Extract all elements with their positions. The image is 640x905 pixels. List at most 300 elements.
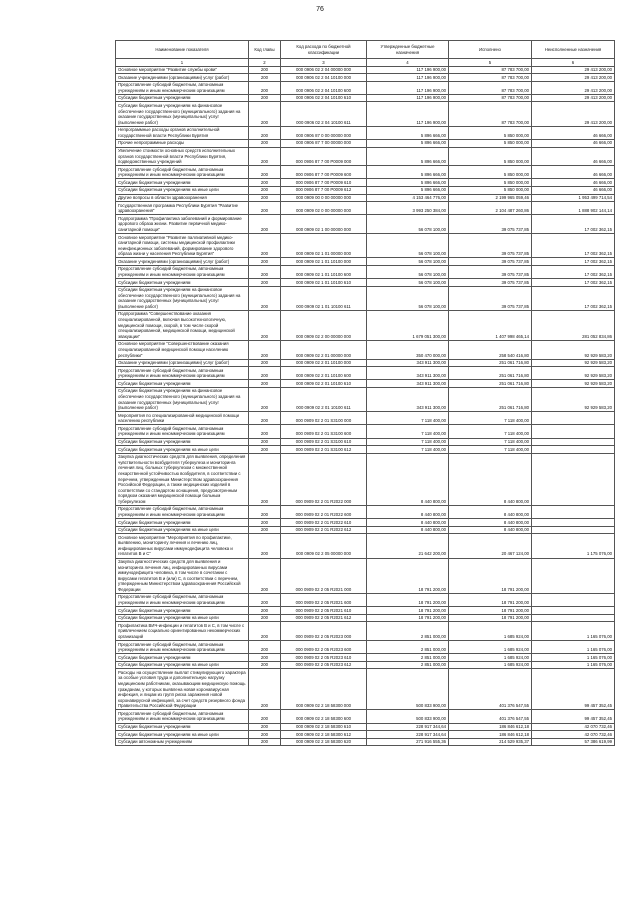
table-row xyxy=(116,622,615,641)
row-executed-cell: 1 685 924,00 xyxy=(449,641,532,654)
column-number: 3 xyxy=(281,59,367,67)
row-approved-cell: 500 833 900,00 xyxy=(367,669,449,710)
column-header-approved: Утвержденные бюджетные назначения xyxy=(367,41,449,59)
column-number: 6 xyxy=(532,59,615,67)
row-code-cell: 200 xyxy=(249,723,281,731)
row-executed-cell: 401 376 547,55 xyxy=(449,669,532,710)
row-name-cell: Предоставление субсидий бюджетным, автономным учреждениям и иным некоммерческим организациям xyxy=(116,265,249,278)
row-name-cell: Расходы на осуществление выплат стимулирующего характера за особые условия труда и дополнительную нагрузку медицинским работникам, оказывающим медицинскую помощь гражданам, у которых выявлена новая коронавирусная инфекция, и лицам из групп риска заражения новой коронавирусной инфекцией, за счет средств резервного фонда Правительства Российской Федерации xyxy=(116,669,249,710)
row-executed-cell: 5 850 000,00 xyxy=(449,147,532,166)
row-code-cell: 200 xyxy=(249,139,281,147)
row-executed-cell: 8 440 800,00 xyxy=(449,519,532,527)
table-row xyxy=(116,258,615,266)
row-approved-cell: 56 078 100,00 xyxy=(367,258,449,266)
row-name-cell: Основное мероприятие "Совершенствование оказания специализированной медицинской помощи населению республики" xyxy=(116,340,249,359)
row-kbk-cell: 000 0909 02 2 01 00000 000 xyxy=(281,340,367,359)
row-approved-cell: 2 851 000,00 xyxy=(367,654,449,662)
table-row xyxy=(116,126,615,139)
row-code-cell: 200 xyxy=(249,202,281,215)
row-code-cell: 200 xyxy=(249,425,281,438)
row-remaining-cell: 92 929 583,20 xyxy=(532,367,615,380)
row-code-cell: 200 xyxy=(249,558,281,593)
column-number-row xyxy=(116,59,615,67)
table-row xyxy=(116,661,615,669)
row-approved-cell: 350 470 000,00 xyxy=(367,340,449,359)
row-name-cell: Субсидии бюджетным учреждениям на иные цели xyxy=(116,186,249,194)
row-kbk-cell: 000 0909 02 1 01 00000 000 xyxy=(281,234,367,258)
row-kbk-cell: 000 0909 02 1 01 10100 610 xyxy=(281,279,367,287)
row-code-cell: 200 xyxy=(249,593,281,606)
row-code-cell: 200 xyxy=(249,505,281,518)
row-remaining-cell: 1 888 902 144,14 xyxy=(532,202,615,215)
column-header-kbk: Код расхода по бюджетной классификации xyxy=(281,41,367,59)
row-remaining-cell xyxy=(532,607,615,615)
row-code-cell: 200 xyxy=(249,258,281,266)
row-name-cell: Субсидии бюджетным учреждениям xyxy=(116,654,249,662)
row-name-cell: Субсидии бюджетным учреждениям на иные цели xyxy=(116,526,249,534)
row-approved-cell: 3 993 250 384,00 xyxy=(367,202,449,215)
row-kbk-cell: 000 0909 02 2 01 S3100 610 xyxy=(281,438,367,446)
row-name-cell: Субсидии бюджетным учреждениям xyxy=(116,438,249,446)
row-executed-cell: 1 685 924,00 xyxy=(449,654,532,662)
row-code-cell: 200 xyxy=(249,265,281,278)
row-remaining-cell xyxy=(532,438,615,446)
row-kbk-cell: 000 0906 87 0 00 00000 000 xyxy=(281,126,367,139)
row-remaining-cell: 92 929 583,20 xyxy=(532,340,615,359)
row-approved-cell: 343 911 300,00 xyxy=(367,359,449,367)
row-approved-cell: 18 791 200,00 xyxy=(367,558,449,593)
row-kbk-cell: 000 0906 87 7 00 P0009 612 xyxy=(281,186,367,194)
row-approved-cell: 56 078 100,00 xyxy=(367,265,449,278)
row-approved-cell: 5 896 666,00 xyxy=(367,179,449,187)
row-remaining-cell: 29 413 200,00 xyxy=(532,74,615,82)
row-kbk-cell: 000 0909 02 1 01 10100 611 xyxy=(281,286,367,310)
row-code-cell: 200 xyxy=(249,166,281,179)
row-name-cell: Субсидии автономным учреждениям xyxy=(116,738,249,746)
row-name-cell: Субсидии бюджетным учреждениям на иные цели xyxy=(116,446,249,454)
column-number: 2 xyxy=(249,59,281,67)
row-code-cell: 200 xyxy=(249,102,281,126)
table-row xyxy=(116,654,615,662)
row-remaining-cell: 46 666,00 xyxy=(532,147,615,166)
page-number: 76 xyxy=(316,6,324,13)
row-approved-cell: 8 440 800,00 xyxy=(367,526,449,534)
table-row xyxy=(116,453,615,505)
row-approved-cell: 1 679 051 300,00 xyxy=(367,310,449,340)
table-row xyxy=(116,412,615,425)
row-remaining-cell xyxy=(532,505,615,518)
row-executed-cell: 186 846 612,18 xyxy=(449,723,532,731)
row-code-cell: 200 xyxy=(249,74,281,82)
row-remaining-cell: 46 666,00 xyxy=(532,179,615,187)
table-row xyxy=(116,425,615,438)
row-kbk-cell: 000 0909 02 2 05 R2021 600 xyxy=(281,593,367,606)
row-name-cell: Предоставление субсидий бюджетным, автономным учреждениям и иным некоммерческим организациям xyxy=(116,425,249,438)
table-row xyxy=(116,186,615,194)
row-code-cell: 200 xyxy=(249,194,281,202)
row-executed-cell: 1 685 924,00 xyxy=(449,661,532,669)
row-kbk-cell: 000 0909 02 2 01 R2022 612 xyxy=(281,526,367,534)
row-kbk-cell: 000 0909 02 2 01 10100 610 xyxy=(281,380,367,388)
row-kbk-cell: 000 0909 02 2 01 10100 000 xyxy=(281,359,367,367)
row-name-cell: Субсидии бюджетным учреждениям xyxy=(116,519,249,527)
row-code-cell: 200 xyxy=(249,661,281,669)
table-row xyxy=(116,102,615,126)
row-remaining-cell xyxy=(532,593,615,606)
row-code-cell: 200 xyxy=(249,126,281,139)
table-row xyxy=(116,94,615,102)
row-name-cell: Субсидии бюджетным учреждениям xyxy=(116,607,249,615)
row-approved-cell: 7 118 400,00 xyxy=(367,446,449,454)
row-remaining-cell: 1 165 076,00 xyxy=(532,622,615,641)
row-kbk-cell: 000 0909 02 2 18 58300 000 xyxy=(281,669,367,710)
row-kbk-cell: 000 0909 02 2 01 R2022 600 xyxy=(281,505,367,518)
row-code-cell: 200 xyxy=(249,519,281,527)
table-row xyxy=(116,359,615,367)
table-row xyxy=(116,139,615,147)
row-approved-cell: 18 791 200,00 xyxy=(367,593,449,606)
row-code-cell: 200 xyxy=(249,607,281,615)
row-code-cell: 200 xyxy=(249,526,281,534)
row-code-cell: 200 xyxy=(249,279,281,287)
row-remaining-cell: 46 666,00 xyxy=(532,139,615,147)
row-kbk-cell: 000 0909 02 2 01 10100 600 xyxy=(281,367,367,380)
row-kbk-cell: 000 0906 87 7 00 P0009 000 xyxy=(281,147,367,166)
row-approved-cell: 5 896 666,00 xyxy=(367,186,449,194)
row-name-cell: Субсидии бюджетным учреждениям на иные цели xyxy=(116,731,249,739)
row-executed-cell: 18 791 200,00 xyxy=(449,558,532,593)
row-kbk-cell: 000 0909 02 2 01 R2022 610 xyxy=(281,519,367,527)
row-approved-cell: 228 917 344,64 xyxy=(367,723,449,731)
row-executed-cell: 8 440 800,00 xyxy=(449,453,532,505)
row-executed-cell: 18 791 200,00 xyxy=(449,614,532,622)
row-remaining-cell: 1 953 499 714,54 xyxy=(532,194,615,202)
row-approved-cell: 56 078 100,00 xyxy=(367,286,449,310)
row-name-cell: Непрограммные расходы органов исполнительной государственной власти Республики Бурятия xyxy=(116,126,249,139)
row-executed-cell: 18 791 200,00 xyxy=(449,607,532,615)
row-kbk-cell: 000 0909 02 2 05 R2021 610 xyxy=(281,607,367,615)
row-code-cell: 200 xyxy=(249,446,281,454)
table-row xyxy=(116,215,615,234)
row-executed-cell: 5 850 000,00 xyxy=(449,179,532,187)
row-approved-cell: 56 078 100,00 xyxy=(367,215,449,234)
row-remaining-cell: 1 165 076,00 xyxy=(532,661,615,669)
row-code-cell: 200 xyxy=(249,453,281,505)
row-remaining-cell: 17 002 362,15 xyxy=(532,215,615,234)
row-kbk-cell: 000 0906 02 2 04 10100 000 xyxy=(281,74,367,82)
row-kbk-cell: 000 0909 02 2 05 00000 000 xyxy=(281,534,367,558)
row-remaining-cell: 17 002 362,15 xyxy=(532,286,615,310)
row-approved-cell: 4 153 464 776,00 xyxy=(367,194,449,202)
row-approved-cell: 21 642 200,00 xyxy=(367,534,449,558)
row-kbk-cell: 000 0909 02 2 05 R2023 610 xyxy=(281,654,367,662)
row-executed-cell: 18 791 200,00 xyxy=(449,593,532,606)
row-executed-cell: 5 850 000,00 xyxy=(449,126,532,139)
row-remaining-cell xyxy=(532,558,615,593)
row-executed-cell: 39 075 737,85 xyxy=(449,265,532,278)
row-approved-cell: 2 851 000,00 xyxy=(367,641,449,654)
row-code-cell: 200 xyxy=(249,367,281,380)
row-executed-cell: 5 850 000,00 xyxy=(449,166,532,179)
row-name-cell: Субсидии бюджетным учреждениям на финансовое обеспечение государственного (муниципального) задания на оказание государственных (муниципальных) услуг (выполнение работ) xyxy=(116,102,249,126)
row-approved-cell: 7 118 400,00 xyxy=(367,438,449,446)
row-kbk-cell: 000 0909 02 2 18 58300 600 xyxy=(281,710,367,723)
row-name-cell: Закупка диагностических средств для выявления, определения чувствительности возбудителя туберкулеза и мониторинга лечения лиц, больных туберкулезом с множественной лекарственной устойчивостью возбудителя, в соответствии с перечнем, утвержденным Министерством здравоохранения Российской Федерации, а также медицинских изделий в соответствии со стандартом оснащения, предусмотренным порядком оказания медицинской помощи больным туберкулезом xyxy=(116,453,249,505)
row-approved-cell: 343 911 300,00 xyxy=(367,380,449,388)
row-name-cell: Предоставление субсидий бюджетным, автономным учреждениям и иным некоммерческим организациям xyxy=(116,505,249,518)
row-kbk-cell: 000 0906 87 7 00 00000 000 xyxy=(281,139,367,147)
row-name-cell: Предоставление субсидий бюджетным, автономным учреждениям и иным некоммерческим организациям xyxy=(116,641,249,654)
table-row xyxy=(116,147,615,166)
row-approved-cell: 117 196 900,00 xyxy=(367,81,449,94)
row-remaining-cell: 42 070 732,46 xyxy=(532,723,615,731)
row-executed-cell: 87 783 700,00 xyxy=(449,74,532,82)
row-code-cell: 200 xyxy=(249,387,281,411)
row-approved-cell: 56 078 100,00 xyxy=(367,279,449,287)
row-name-cell: Предоставление субсидий бюджетным, автономным учреждениям и иным некоммерческим организациям xyxy=(116,166,249,179)
table-row xyxy=(116,194,615,202)
row-kbk-cell: 000 0909 00 0 00 00000 000 xyxy=(281,194,367,202)
table-row xyxy=(116,166,615,179)
row-remaining-cell: 92 929 583,20 xyxy=(532,359,615,367)
table-row xyxy=(116,526,615,534)
row-code-cell: 200 xyxy=(249,654,281,662)
row-code-cell: 200 xyxy=(249,359,281,367)
row-name-cell: Увеличение стоимости основных средств исполнительных органов государственной власти Республики Бурятия, подведомственных учреждений xyxy=(116,147,249,166)
table-row xyxy=(116,446,615,454)
row-kbk-cell: 000 0906 02 2 04 10100 600 xyxy=(281,81,367,94)
table-row xyxy=(116,738,615,746)
row-kbk-cell: 000 0906 87 7 00 P0009 600 xyxy=(281,166,367,179)
row-approved-cell: 343 911 300,00 xyxy=(367,367,449,380)
table-body xyxy=(116,66,615,746)
row-approved-cell: 5 896 666,00 xyxy=(367,126,449,139)
row-code-cell: 200 xyxy=(249,340,281,359)
row-approved-cell: 5 896 666,00 xyxy=(367,166,449,179)
row-code-cell: 200 xyxy=(249,710,281,723)
row-name-cell: Предоставление субсидий бюджетным, автономным учреждениям и иным некоммерческим организациям xyxy=(116,81,249,94)
row-name-cell: Оказание учреждениями (организациями) услуг (работ) xyxy=(116,74,249,82)
table-row xyxy=(116,234,615,258)
row-name-cell: Оказание учреждениями (организациями) услуг (работ) xyxy=(116,258,249,266)
row-approved-cell: 18 791 200,00 xyxy=(367,607,449,615)
table-row xyxy=(116,519,615,527)
row-kbk-cell: 000 0906 87 7 00 P0009 610 xyxy=(281,179,367,187)
table-row xyxy=(116,669,615,710)
table-row xyxy=(116,614,615,622)
row-executed-cell: 39 075 737,85 xyxy=(449,279,532,287)
row-remaining-cell xyxy=(532,425,615,438)
row-remaining-cell: 99 457 352,45 xyxy=(532,710,615,723)
budget-execution-table xyxy=(115,40,615,746)
row-name-cell: Основное мероприятие "Развитие паллиативной медико-санитарной помощи, системы медицинской профилактики неинфекционных заболеваний, формирование здорового образа жизни у населения Республики Бурятия" xyxy=(116,234,249,258)
row-executed-cell: 8 440 800,00 xyxy=(449,526,532,534)
row-kbk-cell: 000 0909 02 2 18 58300 612 xyxy=(281,731,367,739)
row-name-cell: Субсидии бюджетным учреждениям xyxy=(116,723,249,731)
row-executed-cell: 2 104 487 260,86 xyxy=(449,202,532,215)
column-header-code: Код главы xyxy=(249,41,281,59)
row-code-cell: 200 xyxy=(249,380,281,388)
table-row xyxy=(116,81,615,94)
row-remaining-cell: 17 002 362,15 xyxy=(532,234,615,258)
row-executed-cell: 251 061 716,80 xyxy=(449,367,532,380)
row-name-cell: Субсидии бюджетным учреждениям xyxy=(116,380,249,388)
row-code-cell: 200 xyxy=(249,286,281,310)
row-approved-cell: 8 440 800,00 xyxy=(367,453,449,505)
row-code-cell: 200 xyxy=(249,186,281,194)
table-row xyxy=(116,340,615,359)
row-name-cell: Предоставление субсидий бюджетным, автономным учреждениям и иным некоммерческим организациям xyxy=(116,710,249,723)
row-name-cell: Другие вопросы в области здравоохранения xyxy=(116,194,249,202)
row-name-cell: Субсидии бюджетным учреждениям xyxy=(116,94,249,102)
row-name-cell: Прочие непрограммные расходы xyxy=(116,139,249,147)
row-approved-cell: 8 440 800,00 xyxy=(367,519,449,527)
row-approved-cell: 117 196 900,00 xyxy=(367,94,449,102)
row-kbk-cell: 000 0909 02 1 00 00000 000 xyxy=(281,215,367,234)
row-executed-cell: 87 783 700,00 xyxy=(449,102,532,126)
row-remaining-cell xyxy=(532,412,615,425)
row-kbk-cell: 000 0909 02 2 00 00000 000 xyxy=(281,310,367,340)
row-remaining-cell: 281 052 834,86 xyxy=(532,310,615,340)
row-approved-cell: 117 196 900,00 xyxy=(367,102,449,126)
row-remaining-cell: 57 386 619,99 xyxy=(532,738,615,746)
table-row xyxy=(116,534,615,558)
row-approved-cell: 2 851 000,00 xyxy=(367,661,449,669)
row-approved-cell: 117 196 900,00 xyxy=(367,66,449,74)
row-name-cell: Субсидии бюджетным учреждениям на финансовое обеспечение государственного (муниципального) задания на оказание государственных (муниципальных) услуг (выполнение работ) xyxy=(116,286,249,310)
row-executed-cell: 251 061 716,80 xyxy=(449,380,532,388)
column-number: 4 xyxy=(367,59,449,67)
row-remaining-cell: 46 666,00 xyxy=(532,186,615,194)
row-executed-cell: 7 118 400,00 xyxy=(449,446,532,454)
table-row xyxy=(116,202,615,215)
row-code-cell: 200 xyxy=(249,534,281,558)
row-name-cell: Оказание учреждениями (организациями) услуг (работ) xyxy=(116,359,249,367)
row-code-cell: 200 xyxy=(249,731,281,739)
row-name-cell: Основное мероприятие "Мероприятия по профилактике, выявлению, мониторингу лечения и лечению лиц, инфицированных вирусами иммунодефицита человека и гепатитов В и С" xyxy=(116,534,249,558)
row-remaining-cell xyxy=(532,446,615,454)
row-kbk-cell: 000 0909 02 0 00 00000 000 xyxy=(281,202,367,215)
row-remaining-cell: 92 929 583,20 xyxy=(532,387,615,411)
row-kbk-cell: 000 0906 02 2 04 10100 610 xyxy=(281,94,367,102)
row-kbk-cell: 000 0909 02 2 18 58300 620 xyxy=(281,738,367,746)
table-row xyxy=(116,367,615,380)
row-name-cell: Субсидии бюджетным учреждениям на финансовое обеспечение государственного (муниципального) задания на оказание государственных (муниципальных) услуг (выполнение работ) xyxy=(116,387,249,411)
row-remaining-cell: 17 002 362,15 xyxy=(532,258,615,266)
row-code-cell: 200 xyxy=(249,641,281,654)
row-code-cell: 200 xyxy=(249,310,281,340)
row-kbk-cell: 000 0909 02 2 05 R2023 600 xyxy=(281,641,367,654)
row-kbk-cell: 000 0909 02 2 01 10100 611 xyxy=(281,387,367,411)
row-kbk-cell: 000 0909 02 2 05 R2023 612 xyxy=(281,661,367,669)
row-kbk-cell: 000 0909 02 2 05 R2021 612 xyxy=(281,614,367,622)
row-remaining-cell: 46 666,00 xyxy=(532,166,615,179)
row-kbk-cell: 000 0909 02 2 01 S3100 600 xyxy=(281,425,367,438)
row-approved-cell: 500 833 900,00 xyxy=(367,710,449,723)
row-name-cell: Мероприятия по специализированной медицинской помощи населению республики xyxy=(116,412,249,425)
row-name-cell: Субсидии бюджетным учреждениям xyxy=(116,279,249,287)
table-row xyxy=(116,279,615,287)
table-row xyxy=(116,710,615,723)
table-row xyxy=(116,558,615,593)
row-approved-cell: 5 896 666,00 xyxy=(367,147,449,166)
column-number: 1 xyxy=(116,59,249,67)
table-row xyxy=(116,179,615,187)
column-header-executed: Исполнено xyxy=(449,41,532,59)
row-executed-cell: 87 783 700,00 xyxy=(449,94,532,102)
row-kbk-cell: 000 0909 02 2 05 R2021 000 xyxy=(281,558,367,593)
table-row xyxy=(116,286,615,310)
column-number: 5 xyxy=(449,59,532,67)
row-approved-cell: 56 078 100,00 xyxy=(367,234,449,258)
row-name-cell: Государственная программа Республики Бурятия "Развитие здравоохранения" xyxy=(116,202,249,215)
table-row xyxy=(116,265,615,278)
row-remaining-cell: 42 070 732,46 xyxy=(532,731,615,739)
table-row xyxy=(116,387,615,411)
row-remaining-cell: 29 413 200,00 xyxy=(532,94,615,102)
table-row xyxy=(116,723,615,731)
row-executed-cell: 8 440 800,00 xyxy=(449,505,532,518)
table-row xyxy=(116,310,615,340)
row-name-cell: Подпрограмма "Профилактика заболеваний и формирование здорового образа жизни. Развитие первичной медико-санитарной помощи" xyxy=(116,215,249,234)
row-executed-cell: 401 376 547,55 xyxy=(449,710,532,723)
row-kbk-cell: 000 0909 02 2 18 58300 610 xyxy=(281,723,367,731)
row-remaining-cell: 46 666,00 xyxy=(532,126,615,139)
table-row xyxy=(116,438,615,446)
row-remaining-cell: 17 002 362,15 xyxy=(532,279,615,287)
row-approved-cell: 8 440 800,00 xyxy=(367,505,449,518)
row-approved-cell: 7 118 400,00 xyxy=(367,425,449,438)
row-executed-cell: 39 075 737,85 xyxy=(449,215,532,234)
row-code-cell: 200 xyxy=(249,94,281,102)
table-row xyxy=(116,607,615,615)
row-executed-cell: 87 783 700,00 xyxy=(449,66,532,74)
row-kbk-cell: 000 0909 02 2 01 S3100 000 xyxy=(281,412,367,425)
row-code-cell: 200 xyxy=(249,215,281,234)
row-approved-cell: 5 896 666,00 xyxy=(367,139,449,147)
row-name-cell: Субсидии бюджетным учреждениям xyxy=(116,179,249,187)
row-code-cell: 200 xyxy=(249,614,281,622)
row-executed-cell: 5 850 000,00 xyxy=(449,186,532,194)
row-kbk-cell: 000 0909 02 1 01 10100 600 xyxy=(281,265,367,278)
row-executed-cell: 87 783 700,00 xyxy=(449,81,532,94)
row-name-cell: Предоставление субсидий бюджетным, автономным учреждениям и иным некоммерческим организациям xyxy=(116,367,249,380)
row-executed-cell: 39 075 737,85 xyxy=(449,234,532,258)
row-executed-cell: 214 529 935,37 xyxy=(449,738,532,746)
row-remaining-cell: 1 165 076,00 xyxy=(532,654,615,662)
row-code-cell: 200 xyxy=(249,234,281,258)
table-row xyxy=(116,641,615,654)
row-executed-cell: 1 685 924,00 xyxy=(449,622,532,641)
row-remaining-cell: 1 175 076,00 xyxy=(532,534,615,558)
row-approved-cell: 18 791 200,00 xyxy=(367,614,449,622)
row-executed-cell: 1 407 998 465,14 xyxy=(449,310,532,340)
row-kbk-cell: 000 0909 02 2 01 R2022 000 xyxy=(281,453,367,505)
row-remaining-cell: 29 413 200,00 xyxy=(532,81,615,94)
row-kbk-cell: 000 0909 02 2 05 R2023 000 xyxy=(281,622,367,641)
table-header-row xyxy=(116,41,615,59)
row-executed-cell: 39 075 737,85 xyxy=(449,286,532,310)
row-remaining-cell: 29 413 200,00 xyxy=(532,66,615,74)
row-code-cell: 200 xyxy=(249,412,281,425)
row-code-cell: 200 xyxy=(249,669,281,710)
table-row xyxy=(116,380,615,388)
row-remaining-cell: 92 929 583,20 xyxy=(532,380,615,388)
table-row xyxy=(116,66,615,74)
row-approved-cell: 271 916 555,36 xyxy=(367,738,449,746)
row-executed-cell: 7 118 400,00 xyxy=(449,425,532,438)
row-executed-cell: 258 540 416,80 xyxy=(449,340,532,359)
